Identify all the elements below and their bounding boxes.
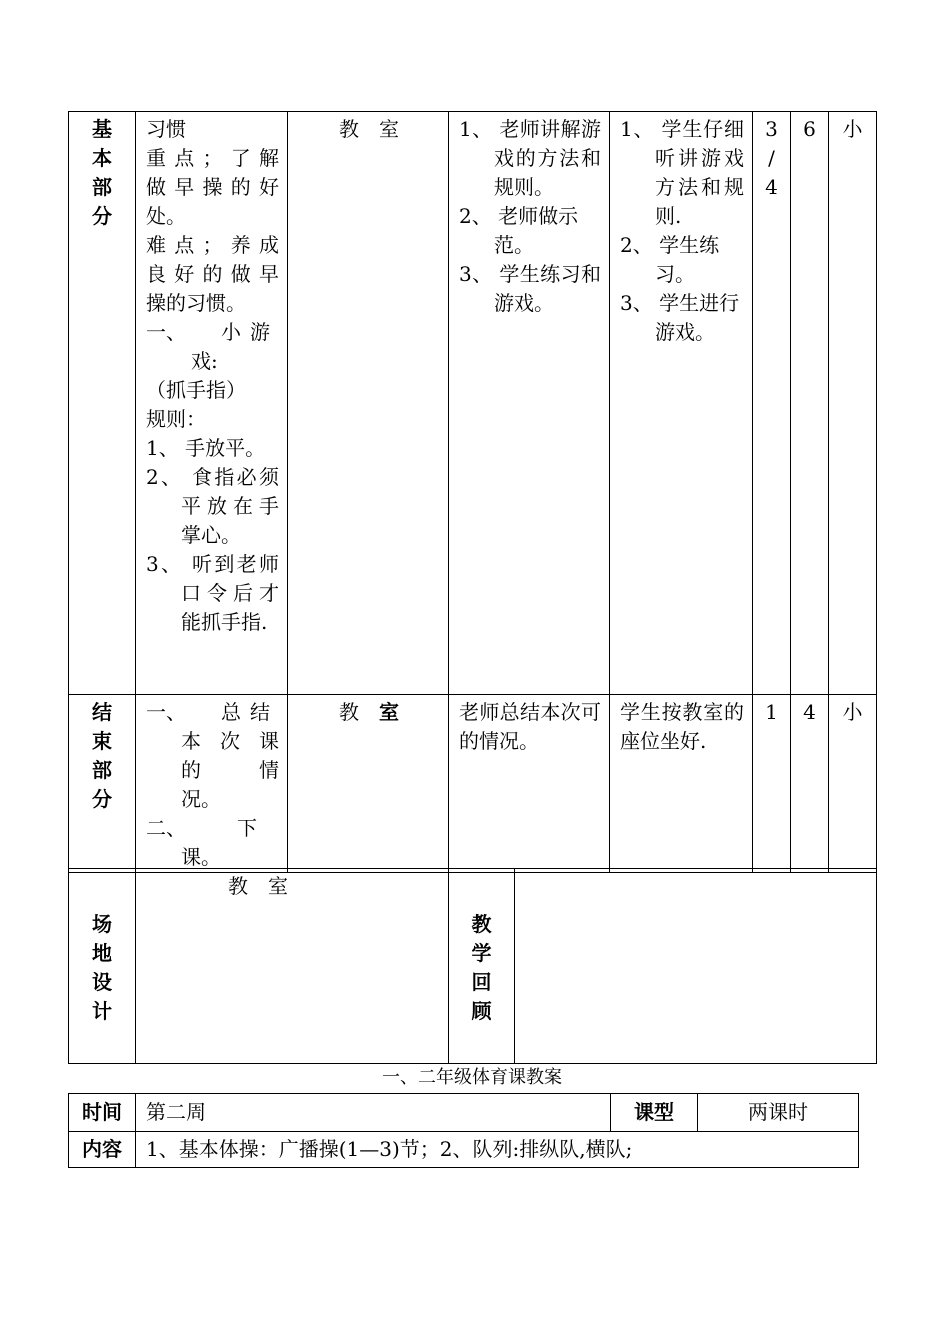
- basic-intensity: 小: [829, 112, 877, 695]
- basic-student-cell: 1、 学生仔细听讲游戏方法和规则. 2、 学生练习。 3、 学生进行游戏。: [610, 112, 753, 695]
- end-student-cell: 学生按教室的座位坐好.: [610, 695, 753, 873]
- next-plan-table: [68, 1093, 859, 1168]
- end-section-row: [69, 695, 877, 873]
- content-value: 1、基本体操：广播操(1—3)节；2、队列:排纵队,横队;: [136, 1132, 859, 1168]
- content-label: 内容: [69, 1132, 136, 1168]
- content-row: [69, 1132, 859, 1168]
- basic-content-cell: 习惯 重点；了解 做早操的好 处。 难点；养成 良好的做早 操的习惯。 一、 小游 戏: （抓手指） 规则： 1、 手放平。 2、 食指必须平放在手掌心。 3、 听到老师口令后才能抓手指.: [136, 112, 288, 695]
- end-venue-cell: 教 室: [288, 695, 449, 873]
- end-intensity: 小: [829, 695, 877, 873]
- lesson-type-value: 两课时: [698, 1094, 859, 1132]
- basic-teacher-cell: 1、 老师讲解游戏的方法和规则。 2、 老师做示范。 3、 学生练习和游戏。: [449, 112, 610, 695]
- end-content-cell: 一、 总结 本次课 的 情 况。 二、 下 课。: [136, 695, 288, 873]
- end-teacher-cell: 老师总结本次可的情况。: [449, 695, 610, 873]
- site-row: [69, 869, 877, 1064]
- end-group-count: 1: [753, 695, 791, 873]
- lesson-type-label: 课型: [611, 1094, 698, 1132]
- teaching-review-cell: [515, 869, 877, 1064]
- site-design-cell: 教 室: [136, 869, 449, 1064]
- end-time-count: 4: [791, 695, 829, 873]
- teaching-review-label: 教 学 回 顾: [449, 869, 515, 1064]
- lesson-plan-table: [68, 111, 877, 873]
- document-caption: 一、二年级体育课教案: [382, 1067, 562, 1088]
- time-value: 第二周: [136, 1094, 611, 1132]
- basic-time-count: 6: [791, 112, 829, 695]
- end-section-label: 结 束 部 分: [69, 695, 136, 873]
- time-label: 时间: [69, 1094, 136, 1132]
- basic-section-row: [69, 112, 877, 695]
- time-row: [69, 1094, 859, 1132]
- basic-section-label: 基 本 部 分: [69, 112, 136, 695]
- basic-group-count: 3 / 4: [753, 112, 791, 695]
- site-review-table: [68, 868, 877, 1064]
- basic-venue-cell: 教 室: [288, 112, 449, 695]
- site-design-label: 场 地 设 计: [69, 869, 136, 1064]
